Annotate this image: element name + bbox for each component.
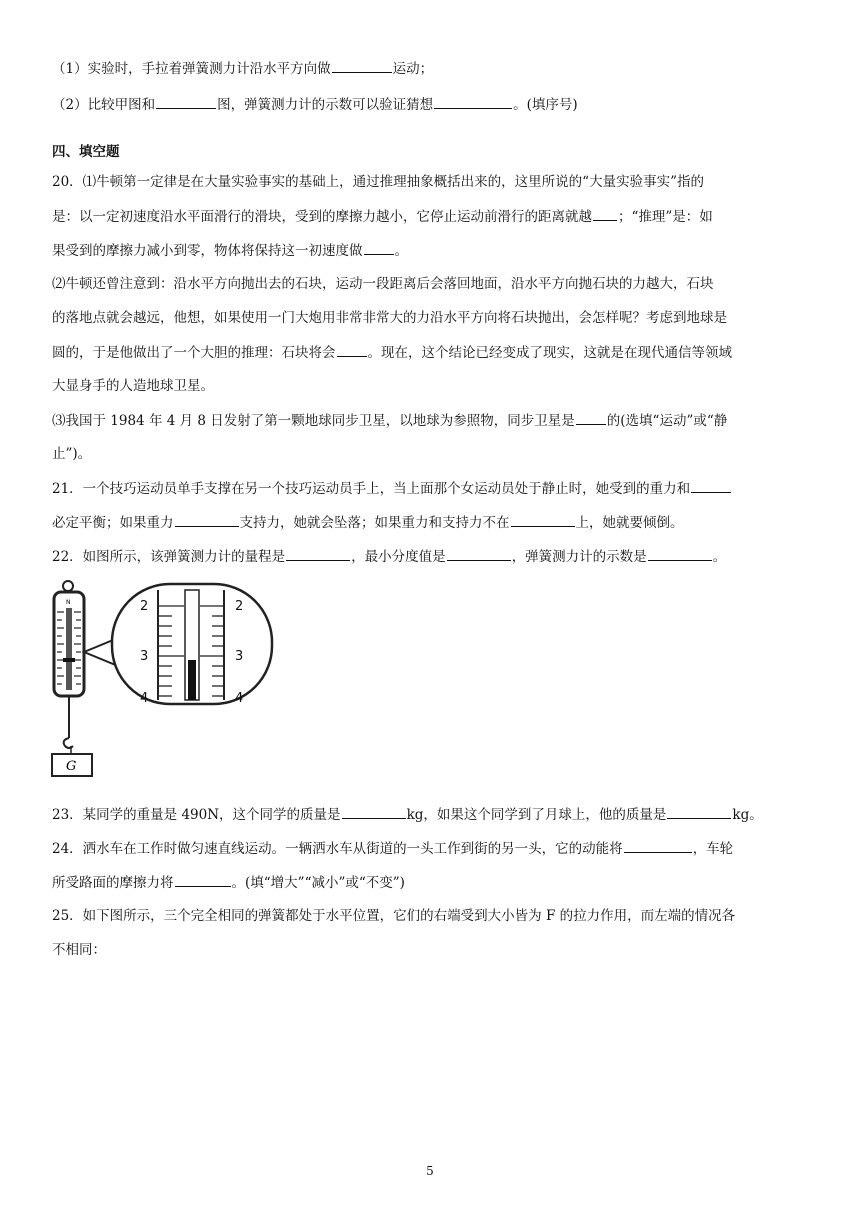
answer-blank[interactable]: [332, 58, 392, 73]
q21-text: 上，她就要倾倒。: [575, 515, 684, 531]
q21-text: 21．一个技巧运动员单手支撑在另一个技巧运动员手上，当上面那个女运动员处于静止时，她受到的重力和: [52, 481, 691, 497]
answer-blank[interactable]: [434, 94, 512, 109]
q20-text: 的(选填“运动”或“静: [606, 413, 728, 429]
weight-label: G: [66, 759, 77, 774]
answer-blank[interactable]: [624, 838, 692, 853]
scale-label-left-2: 2: [140, 599, 149, 614]
q24-line-2: [52, 872, 812, 893]
q20-text: 果受到的摩擦力减小到零，物体将保持这一初速度做: [52, 243, 363, 259]
q22-line-1: [52, 546, 812, 567]
q24-text: ，车轮: [692, 841, 734, 857]
scale-top-label: N: [66, 599, 71, 606]
spring-scale-figure: [40, 578, 280, 780]
scale-label-right-4: 4: [235, 691, 244, 706]
q19-text: 运动；: [392, 61, 434, 77]
scale-ring: [63, 581, 73, 591]
q20-text: 圆的，于是他做出了一个大胆的推理：石块将会: [52, 345, 336, 361]
q21-line-2: [52, 512, 812, 533]
q22-text: ，最小分度值是: [351, 549, 446, 565]
q20-line-3: [52, 240, 812, 261]
q25-line-2: 不相同：: [52, 942, 106, 958]
q20-line-8: [52, 410, 812, 431]
answer-blank[interactable]: [175, 872, 231, 887]
answer-blank[interactable]: [286, 546, 350, 561]
answer-blank[interactable]: [648, 546, 712, 561]
q19-text: （2）比较甲图和: [52, 97, 156, 113]
q19-text: 图，弹簧测力计的示数可以验证猜想: [217, 97, 434, 113]
q22-text: 。: [712, 549, 727, 565]
q20-text: ⑶我国于 1984 年 4 月 8 日发射了第一颗地球同步卫星，以地球为参照物，同步卫星是: [52, 413, 575, 429]
q20-line-7: 大显身手的人造地球卫星。: [52, 378, 214, 394]
answer-blank[interactable]: [511, 512, 575, 527]
scale-label-left-4: 4: [140, 691, 149, 706]
q20-text: 是：以一定初速度沿水平面滑行的滑块，受到的摩擦力越小，它停止运动前滑行的距离就越: [52, 209, 592, 225]
q24-text: 所受路面的摩擦力将: [52, 875, 174, 891]
page-number: 5: [426, 1164, 434, 1178]
scale-pointer: [63, 658, 75, 662]
answer-blank[interactable]: [342, 804, 406, 819]
section-title: 四、填空题: [52, 144, 120, 160]
q23-text: kg。: [732, 807, 763, 823]
answer-blank[interactable]: [447, 546, 511, 561]
answer-blank[interactable]: [593, 206, 617, 221]
answer-blank[interactable]: [667, 804, 731, 819]
scale-label-left-3: 3: [140, 649, 149, 664]
q21-text: 必定平衡；如果重力: [52, 515, 174, 531]
q22-text: ，弹簧测力计的示数是: [511, 549, 647, 565]
q19-line-2: [52, 94, 812, 115]
q20-line-1: 20．⑴牛顿第一定律是在大量实验事实的基础上，通过推理抽象概括出来的，这里所说的“大量实验事实”指的: [52, 174, 704, 190]
q19-text: 。(填序号): [513, 97, 578, 113]
answer-blank[interactable]: [576, 410, 606, 425]
q20-line-2: [52, 206, 812, 227]
q22-text: 22．如图所示，该弹簧测力计的量程是: [52, 549, 286, 565]
answer-blank[interactable]: [337, 342, 367, 357]
q25-line-1: 25．如下图所示，三个完全相同的弹簧都处于水平位置，它们的右端受到大小皆为 F 的拉力作用，而左端的情况各: [52, 908, 736, 924]
q21-line-1: [52, 478, 812, 499]
q20-text: 。: [394, 243, 408, 259]
q20-line-6: [52, 342, 812, 363]
answer-blank[interactable]: [175, 512, 239, 527]
q20-line-4: ⑵牛顿还曾注意到：沿水平方向抛出去的石块，运动一段距离后会落回地面，沿水平方向抛石块的力越大，石块: [52, 276, 714, 292]
q24-text: 。(填“增大”“减小”或“不变”): [231, 875, 405, 891]
q23-line-1: [52, 804, 812, 825]
scale-spring: [66, 608, 72, 690]
q20-text: ；“推理”是：如: [618, 209, 713, 225]
q20-line-9: 止”)。: [52, 446, 92, 462]
answer-blank[interactable]: [364, 240, 394, 255]
q20-text: 。现在，这个结论已经变成了现实，这就是在现代通信等领域: [367, 345, 732, 361]
answer-blank[interactable]: [691, 478, 731, 493]
q23-text: 23．某同学的重量是 490N，这个同学的质量是: [52, 807, 341, 823]
q19-text: （1）实验时，手拉着弹簧测力计沿水平方向做: [52, 61, 331, 77]
scale-label-right-2: 2: [235, 599, 244, 614]
q24-line-1: [52, 838, 812, 859]
q20-line-5: 的落地点就会越远，他想，如果使用一门大炮用非常非常大的力沿水平方向将石块抛出，会怎样呢？考虑到地球是: [52, 310, 727, 326]
scale-label-right-3: 3: [235, 649, 244, 664]
q24-text: 24．洒水车在工作时做匀速直线运动。一辆洒水车从街道的一头工作到街的另一头，它的动能将: [52, 841, 623, 857]
q19-line-1: [52, 58, 812, 79]
q21-text: 支持力，她就会坠落；如果重力和支持力不在: [239, 515, 510, 531]
q23-text: kg，如果这个同学到了月球上，他的质量是: [406, 807, 667, 823]
answer-blank[interactable]: [156, 94, 216, 109]
magnified-pointer: [188, 660, 196, 700]
